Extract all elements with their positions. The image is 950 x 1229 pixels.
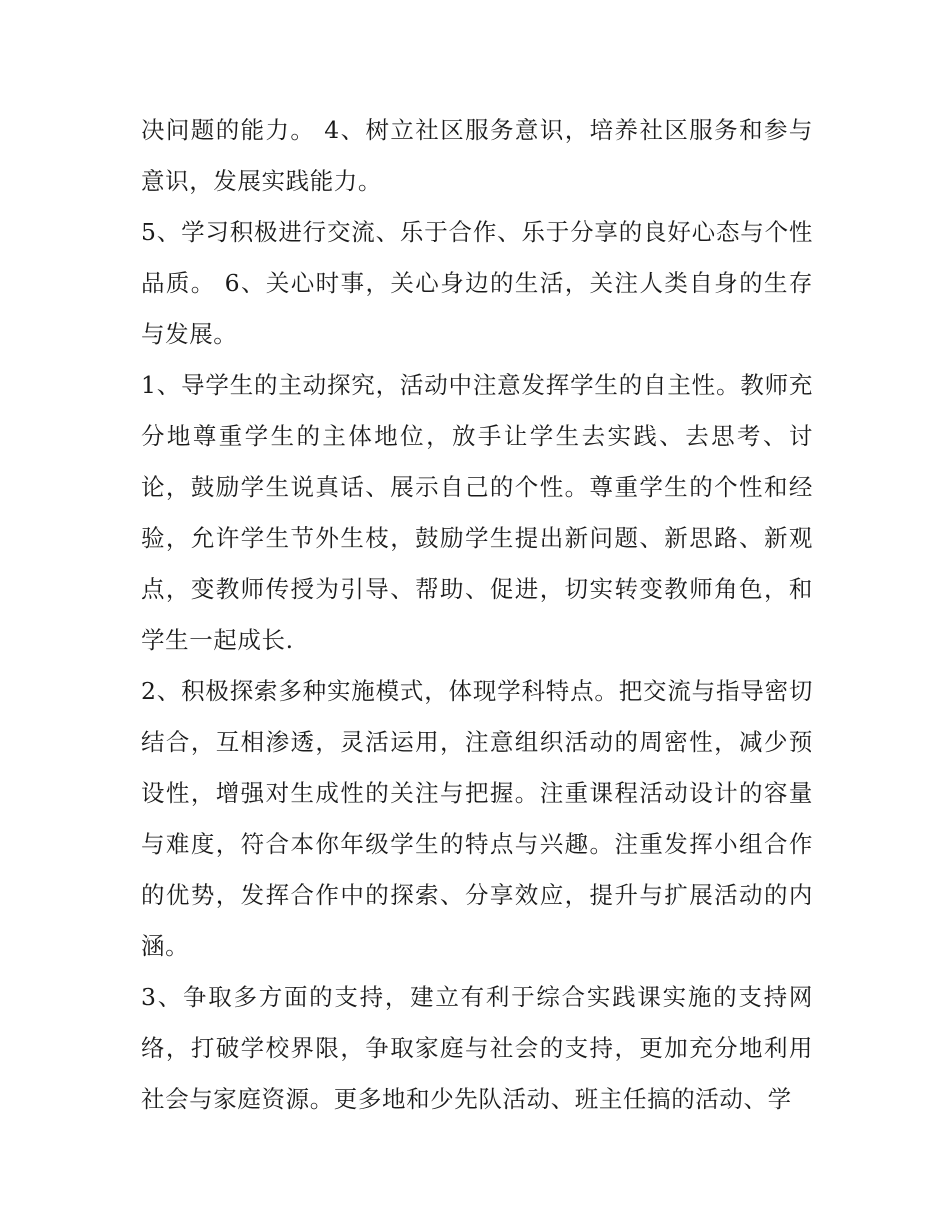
paragraph-3: 1、导学生的主动探究，活动中注意发挥学生的自主性。教师充分地尊重学生的主体地位，放手让学生去实践、去思考、讨论，鼓励学生说真话、展示自己的个性。尊重学生的个性和经验，允许学生节外生枝，鼓励学生提出新问题、新思路、新观点，变教师传授为引导、帮助、促进，切实转变教师角色，和学生一起成长. <box>141 371 813 654</box>
paragraph-2: 5、学习积极进行交流、乐于合作、乐于分享的良好心态与个性品质。 6、关心时事，关心身边的生活，关注人类自身的生存与发展。 <box>141 218 813 348</box>
paragraph-5: 3、争取多方面的支持，建立有利于综合实践课实施的支持网络，打破学校界限，争取家庭与社会的支持，更加充分地利用社会与家庭资源。更多地和少先队活动、班主任搞的活动、学 <box>141 983 813 1113</box>
document-body <box>141 105 813 1125</box>
paragraph-1: 决问题的能力。 4、树立社区服务意识，培养社区服务和参与意识，发展实践能力。 <box>141 116 813 195</box>
paragraph-4: 2、积极探索多种实施模式，体现学科特点。把交流与指导密切结合，互相渗透，灵活运用，注意组织活动的周密性，减少预设性，增强对生成性的关注与把握。注重课程活动设计的容量与难度，符合本你年级学生的特点与兴趣。注重发挥小组合作的优势，发挥合作中的探索、分享效应，提升与扩展活动的内涵。 <box>141 677 813 960</box>
